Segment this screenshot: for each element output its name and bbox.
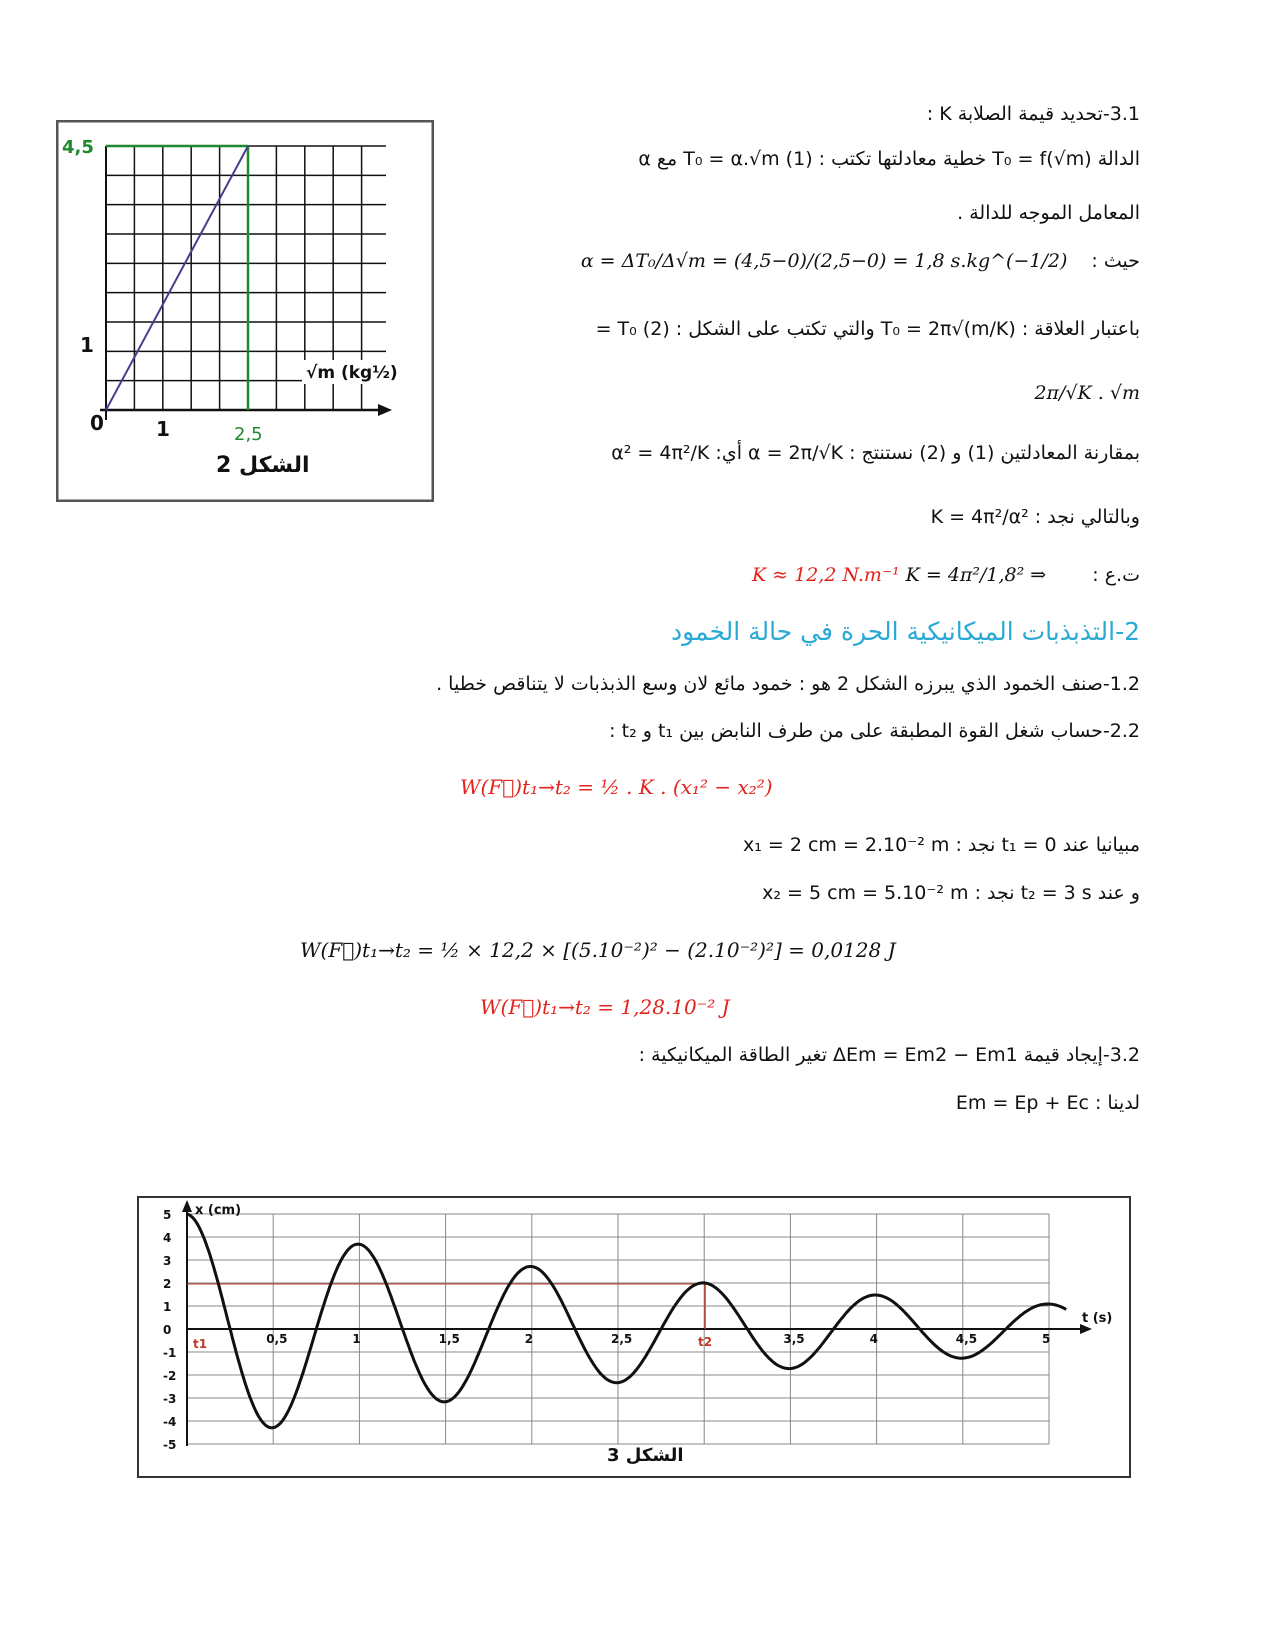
question-3-2: 3.2-إيجاد قيمة ΔEm = Em2 − Em1 تغير الطاقة الميكانيكية : (638, 1044, 1140, 1066)
figure-2-x-tick-25: 2,5 (234, 424, 263, 445)
figure-2-x-label: √m (kg½) (306, 363, 398, 383)
figure-3-x-tick: 0,5 (266, 1332, 288, 1346)
section-3-1-line-7: وبالتالي نجد : K = 4π²/α² (930, 506, 1140, 528)
section-3-1-line-8 (752, 564, 1140, 586)
figure-2-y-tick-1: 1 (80, 333, 94, 357)
work-calculation: W(F⃗)t₁→t₂ = ½ × 12,2 × [(5.10⁻²)² − (2.10⁻²)²] = 0,0128 J (300, 938, 896, 962)
section-3-1-line-1: الدالة T₀ = f(√m) خطية معادلتها تكتب : (1) T₀ = α.√m مع α (638, 148, 1140, 170)
section-3-1-line-4: باعتبار العلاقة : T₀ = 2π√(m/K) والتي تكتب على الشكل : (2) T₀ = (595, 318, 1140, 340)
mechanical-energy: لدينا : Em = Ep + Ec (955, 1092, 1140, 1114)
section-2-heading: 2-التذبذبات الميكانيكية الحرة في حالة الخمود (671, 617, 1140, 646)
figure-3-y-tick: 1 (163, 1300, 172, 1314)
section-3-1-line-5: 2π/√K . √m (1034, 382, 1140, 404)
figure-3-t2-label: t2 (698, 1335, 713, 1349)
figure-3-x-tick: 1,5 (438, 1332, 460, 1346)
question-2-2: 2.2-حساب شغل القوة المطبقة على من طرف النابض بين t₁ و t₂ : (609, 720, 1140, 742)
figure-3-caption: الشكل 3 (607, 1445, 684, 1466)
figure-3-x-label: t (s) (1082, 1311, 1113, 1326)
figure-3-y-tick: -4 (163, 1415, 177, 1429)
alpha-label: حيث : (1091, 250, 1140, 272)
figure-3-x-tick: 5 (1042, 1332, 1051, 1346)
alpha-equation: α = ΔT₀/Δ√m = (4,5−0)/(2,5−0) = 1,8 s.kg^(−1/2) (580, 250, 1068, 272)
figure-3-x-tick: 4,5 (955, 1332, 978, 1346)
section-3-1-line-2: المعامل الموجه للدالة . (957, 202, 1140, 224)
figure-3 (137, 1196, 1131, 1478)
figure-2-y-tick-top: 4,5 (62, 137, 94, 158)
value-at-t2: و عند t₂ = 3 s نجد : x₂ = 5 cm = 5.10⁻² m (762, 882, 1140, 904)
figure-3-y-tick: -1 (163, 1346, 177, 1360)
figure-3-y-tick: -2 (163, 1369, 177, 1383)
numeric-label: ت.ع : (1092, 564, 1140, 586)
figure-3-t1-label: t1 (193, 1337, 208, 1351)
figure-2-x-tick-1: 1 (156, 417, 170, 441)
value-at-t1: مبيانيا عند t₁ = 0 نجد : x₁ = 2 cm = 2.10⁻² m (742, 834, 1140, 856)
section-3-1-title: 3.1-تحديد قيمة الصلابة K : (926, 103, 1140, 125)
figure-2 (56, 120, 434, 502)
figure-3-y-tick: 2 (163, 1277, 172, 1291)
figure-3-y-tick: -5 (163, 1438, 177, 1452)
work-formula: W(F⃗)t₁→t₂ = ½ . K . (x₁² − x₂²) (460, 775, 773, 799)
section-3-1-line-3 (581, 250, 1140, 272)
work-result: W(F⃗)t₁→t₂ = 1,28.10⁻² J (480, 995, 730, 1019)
figure-2-origin: 0 (90, 411, 104, 435)
figure-3-y-tick: -3 (163, 1392, 177, 1406)
figure-3-x-tick: 4 (869, 1332, 878, 1346)
question-1-2: 1.2-صنف الخمود الذي يبرزه الشكل 2 هو : خمود مائع لان وسع الذبذبات لا يتناقص خطيا . (436, 673, 1140, 695)
figure-3-x-tick: 2 (524, 1332, 534, 1346)
figure-3-y-tick: 5 (163, 1208, 172, 1222)
k-expression: K = 4π²/1,8² ⇒ (905, 564, 1047, 586)
figure-3-y-label: x (cm) (195, 1203, 242, 1218)
figure-3-y-tick: 3 (163, 1254, 172, 1268)
figure-3-x-tick: 1 (352, 1332, 361, 1346)
figure-3-y-tick: 0 (163, 1323, 172, 1337)
figure-3-x-tick: 3,5 (783, 1332, 805, 1346)
figure-2-caption: الشكل 2 (216, 453, 310, 478)
figure-3-x-tick: 2,5 (611, 1332, 633, 1346)
figure-3-y-tick: 4 (163, 1231, 172, 1245)
section-3-1-line-6: بمقارنة المعادلتين (1) و (2) نستنتج : α = 2π/√K أي: α² = 4π²/K (611, 442, 1140, 464)
k-result: K ≈ 12,2 N.m⁻¹ (751, 564, 900, 586)
